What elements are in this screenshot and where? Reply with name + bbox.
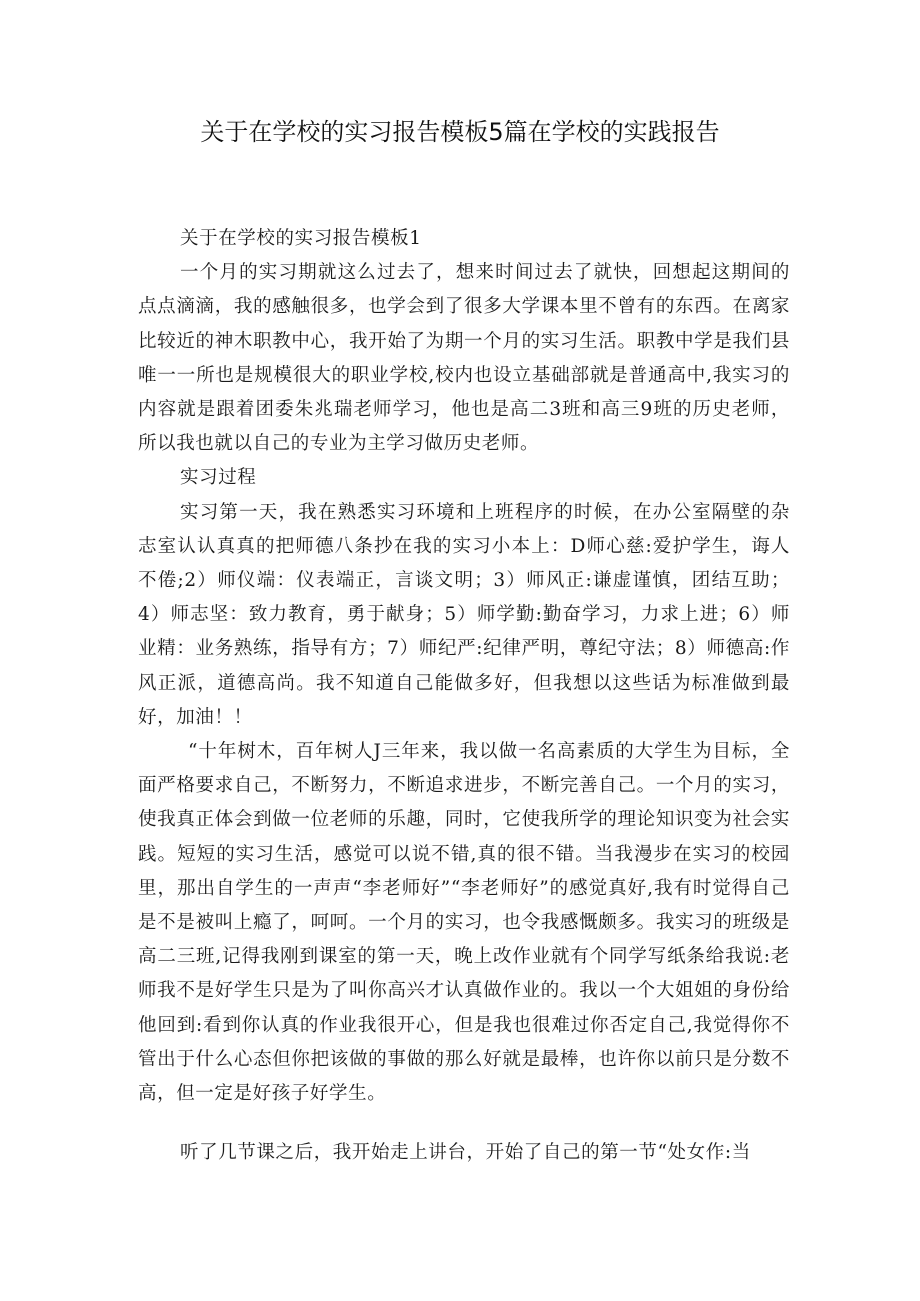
document-title: 关于在学校的实习报告模板5篇在学校的实践报告	[200, 118, 720, 146]
paragraph-first-lesson: 听了几节课之后，我开始走上讲台，开始了自己的第一节“处女作:当	[180, 1142, 751, 1163]
section-heading-process: 实习过程	[180, 467, 257, 489]
document-body-continued	[138, 1136, 790, 1170]
document-body	[138, 222, 790, 1111]
paragraph-intro: 一个月的实习期就这么过去了，想来时间过去了就快，回想起这期间的点点滴滴，我的感触很多，也学会到了很多大学课本里不曾有的东西。在离家比较近的神木职教中心，我开始了为期一个月的实习生活。职教中学是我们县唯一一所也是规模很大的职业学校,校内也设立基础部就是普通高中,我实习的内容就是跟着团委朱兆瑞老师学习，他也是高二3班和高三9班的历史老师，所以我也就以自己的专业为主学习做历史老师。	[138, 262, 790, 455]
section-heading-report-1: 关于在学校的实习报告模板1	[180, 228, 422, 249]
paragraph-first-day: 实习第一天，我在熟悉实习环境和上班程序的时候，在办公室隔壁的杂志室认认真真的把师德八条抄在我的实习小本上：D师心慈:爱护学生，诲人不倦;2）师仪端：仪表端正，言谈文明；3）师风正:谦虚谨慎，团结互助；4）师志坚：致力教育，勇于献身；5）师学勤:勤奋学习，力求上进；6）师业精：业务熟练，指导有方；7）师纪严:纪律严明，尊纪守法；8）师德高:作风正派，道德高尚。我不知道自己能做多好，但我想以这些话为标准做到最好，加油！！	[138, 501, 790, 728]
paragraph-reflection: “十年树木，百年树人J三年来，我以做一名高素质的大学生为目标，全面严格要求自己，不断努力，不断追求进步，不断完善自己。一个月的实习，使我真正体会到做一位老师的乐趣，同时，它使我所学的理论知识变为社会实践。短短的实习生活，感觉可以说不错,真的很不错。当我漫步在实习的校园里，那出自学生的一声声“李老师好”“李老师好”的感觉真好,我有时觉得自己是不是被叫上瘾了，呵呵。一个月的实习，也令我感慨颇多。我实习的班级是高二三班,记得我刚到课室的第一天，晚上改作业就有个同学写纸条给我说:老师我不是好学生只是为了叫你高兴才认真做作业的。我以一个大姐姐的身份给他回到:看到你认真的作业我很开心，但是我也很难过你否定自己,我觉得你不管出于什么心态但你把该做的事做的那么好就是最棒，也许你以前只是分数不高，但一定是好孩子好学生。	[138, 741, 790, 1105]
